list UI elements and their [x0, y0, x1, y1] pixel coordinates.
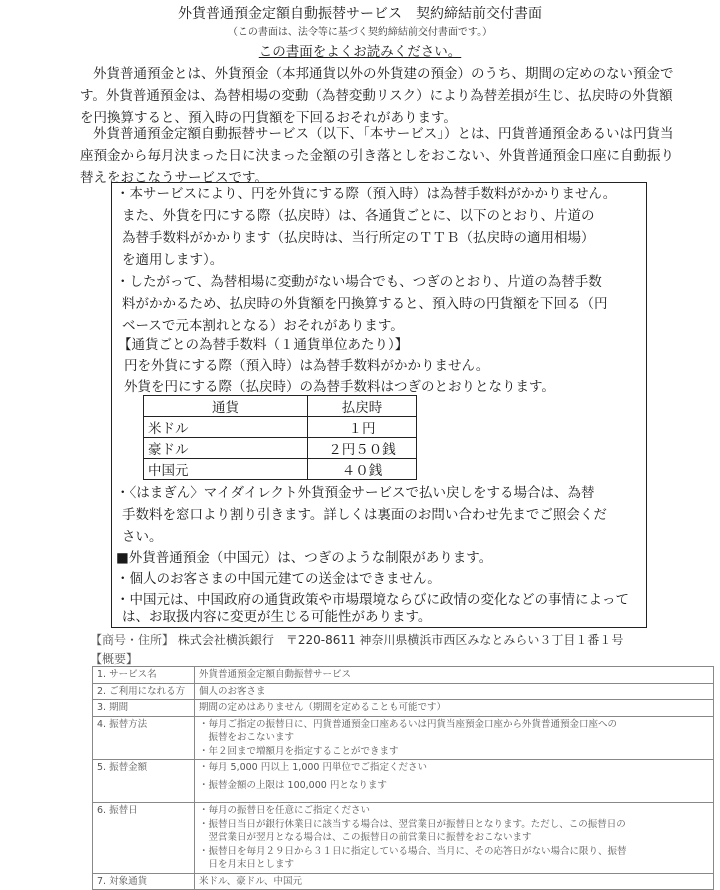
- table-row: [93, 700, 714, 717]
- table-row: [93, 667, 714, 684]
- box-line: ・したがって、為替相場に変動がない場合でも、つぎのとおり、片道の為替手数: [116, 274, 602, 290]
- overview-value: [195, 667, 714, 684]
- overview-line: 日を月末日とします: [199, 859, 295, 870]
- fee-heading: 【通貨ごとの為替手数料（１通貨単位あたり）】: [118, 337, 409, 353]
- box-line: ・中国元は、中国政府の通貨政策や市場環境ならびに政情の変化などの事情によって: [116, 592, 629, 608]
- box-line: 外貨を円にする際（払戻時）の為替手数料はつぎのとおりとなります。: [124, 379, 555, 395]
- box-line: ベースで元本割れとなる）おそれがあります。: [122, 318, 404, 334]
- table-row: [144, 459, 417, 480]
- box-line: 料がかかるため、払戻時の外貨額を円換算すると、預入時の円貨額を下回る（円: [122, 296, 608, 312]
- table-row: [93, 760, 714, 803]
- overview-key: 4. 振替方法: [93, 716, 195, 760]
- intro-paragraph-2: 外貨普通預金定額自動振替サービス（以下、「本サービス」）とは、円貨普通預金あるいは円貨当座預金から毎月決まった日に決まった金額の引き落としをおこない、外貨普通預金口座に自動振り替えをおこなうサービスです。: [80, 126, 674, 186]
- fee-amount: １円: [308, 417, 417, 438]
- box-line: ・〈はまぎん〉マイダイレクト外貨預金サービスで払い戻しをする場合は、為替: [116, 485, 595, 501]
- fee-table-header-fee: 払戻時: [308, 396, 417, 417]
- overview-line: ・毎月ご指定の振替日に、円貨普通預金口座あるいは円貨当座預金口座から外貨普通預金口座への: [199, 718, 618, 730]
- overview-table: [92, 666, 714, 890]
- overview-key: 2. ご利用になれる方: [93, 683, 195, 700]
- cny-restriction-heading: ■外貨普通預金（中国元）は、つぎのような制限があります。: [116, 550, 493, 566]
- overview-line: 期間の定めはありません（期間を定めることも可能です）: [199, 702, 447, 713]
- box-line: ・個人のお客さまの中国元建ての送金はできません。: [116, 571, 441, 587]
- overview-line: 個人のお客さま: [199, 685, 266, 697]
- box-line: さい。: [122, 529, 163, 545]
- overview-value: [195, 700, 714, 717]
- overview-line: 振替をおこないます: [199, 732, 295, 743]
- company-info: [90, 631, 623, 648]
- fee-currency: 米ドル: [144, 417, 308, 438]
- box-line: を適用します）。: [122, 252, 224, 268]
- box-line: 手数料を窓口より割り引きます。詳しくは裏面のお問い合わせ先までご照会くだ: [122, 507, 607, 523]
- overview-key: 1. サービス名: [93, 667, 195, 684]
- overview-line: 外貨普通預金定額自動振替サービス: [199, 669, 352, 680]
- box-line: また、外貨を円にする際（払戻時）は、各通貨ごとに、以下のとおり、片道の: [122, 208, 595, 224]
- overview-line: 翌営業日が翌月となる場合は、この振替日の前営業日に振替をおこないます: [199, 832, 532, 843]
- table-row: [93, 803, 714, 874]
- overview-line: ・振替金額の上限は 100,000 円となります: [199, 779, 387, 791]
- overview-value: [195, 683, 714, 700]
- overview-line: ・振替日を毎月２９日から３１日に指定している場合、当月に、その応答日がない場合に限り、振替: [199, 845, 627, 857]
- table-row: [144, 417, 417, 438]
- table-row: [93, 716, 714, 760]
- fee-table-header-currency: 通貨: [144, 396, 308, 417]
- document-title: 外貨普通預金定額自動振替サービス 契約締結前交付書面: [178, 6, 542, 22]
- fee-currency: 中国元: [144, 459, 308, 480]
- table-row: [93, 683, 714, 700]
- box-line: 為替手数料がかかります（払戻時は、当行所定のＴＴＢ（払戻時の適用相場）: [122, 230, 595, 246]
- company-label: 【商号・住所】: [90, 633, 175, 647]
- overview-key: 3. 期間: [93, 700, 195, 717]
- fee-currency: 豪ドル: [144, 438, 308, 459]
- overview-line: ・年２回まで増額月を指定することができます: [199, 745, 399, 757]
- intro-paragraph-1: 外貨普通預金とは、外貨預金（本邦通貨以外の外貨建の預金）のうち、期間の定めのない預金です。外貨普通預金は、為替相場の変動（為替変動リスク）により為替差損が生じ、払戻時の外貨額を円換算すると、預入時の円貨額を下回るおそれがあります。: [80, 66, 674, 126]
- overview-key: 5. 振替金額: [93, 760, 195, 803]
- fee-table: [143, 395, 417, 480]
- overview-value: [195, 873, 714, 890]
- overview-line: ・毎月の振替日を任意にご指定ください: [199, 805, 371, 816]
- overview-line: ・毎月 5,000 円以上 1,000 円単位でご指定ください: [199, 762, 427, 773]
- box-line: は、お取扱内容に変更が生じる可能性があります。: [122, 609, 432, 625]
- overview-line: ・振替日当日が銀行休業日に該当する場合は、翌営業日が振替日となります。ただし、この振替日の: [199, 818, 626, 830]
- box-line: 円を外貨にする際（預入時）は為替手数料がかかりません。: [124, 358, 490, 374]
- overview-value: [195, 716, 714, 760]
- box-line: ・本サービスにより、円を外貨にする際（預入時）は為替手数料がかかりません。: [116, 186, 617, 202]
- read-notice-text: この書面をよくお読みください。: [258, 44, 462, 60]
- document-subtitle: （この書面は、法令等に基づく契約締結前交付書面です。）: [227, 27, 493, 38]
- company-name-address: 株式会社横浜銀行 〒220-8611 神奈川県横浜市西区みなとみらい３丁目１番１号: [177, 633, 624, 647]
- overview-key: 7. 対象通貨: [93, 873, 195, 890]
- overview-label: 【概要】: [90, 652, 139, 666]
- fee-table-header: [144, 396, 417, 417]
- read-notice: [0, 40, 720, 60]
- fee-amount: ２円５０銭: [308, 438, 417, 459]
- fee-amount: ４０銭: [308, 459, 417, 480]
- table-row: [144, 438, 417, 459]
- overview-value: [195, 803, 714, 874]
- overview-line: 米ドル、豪ドル、中国元: [199, 875, 302, 887]
- overview-value: [195, 760, 714, 803]
- overview-key: 6. 振替日: [93, 803, 195, 874]
- table-row: [93, 873, 714, 890]
